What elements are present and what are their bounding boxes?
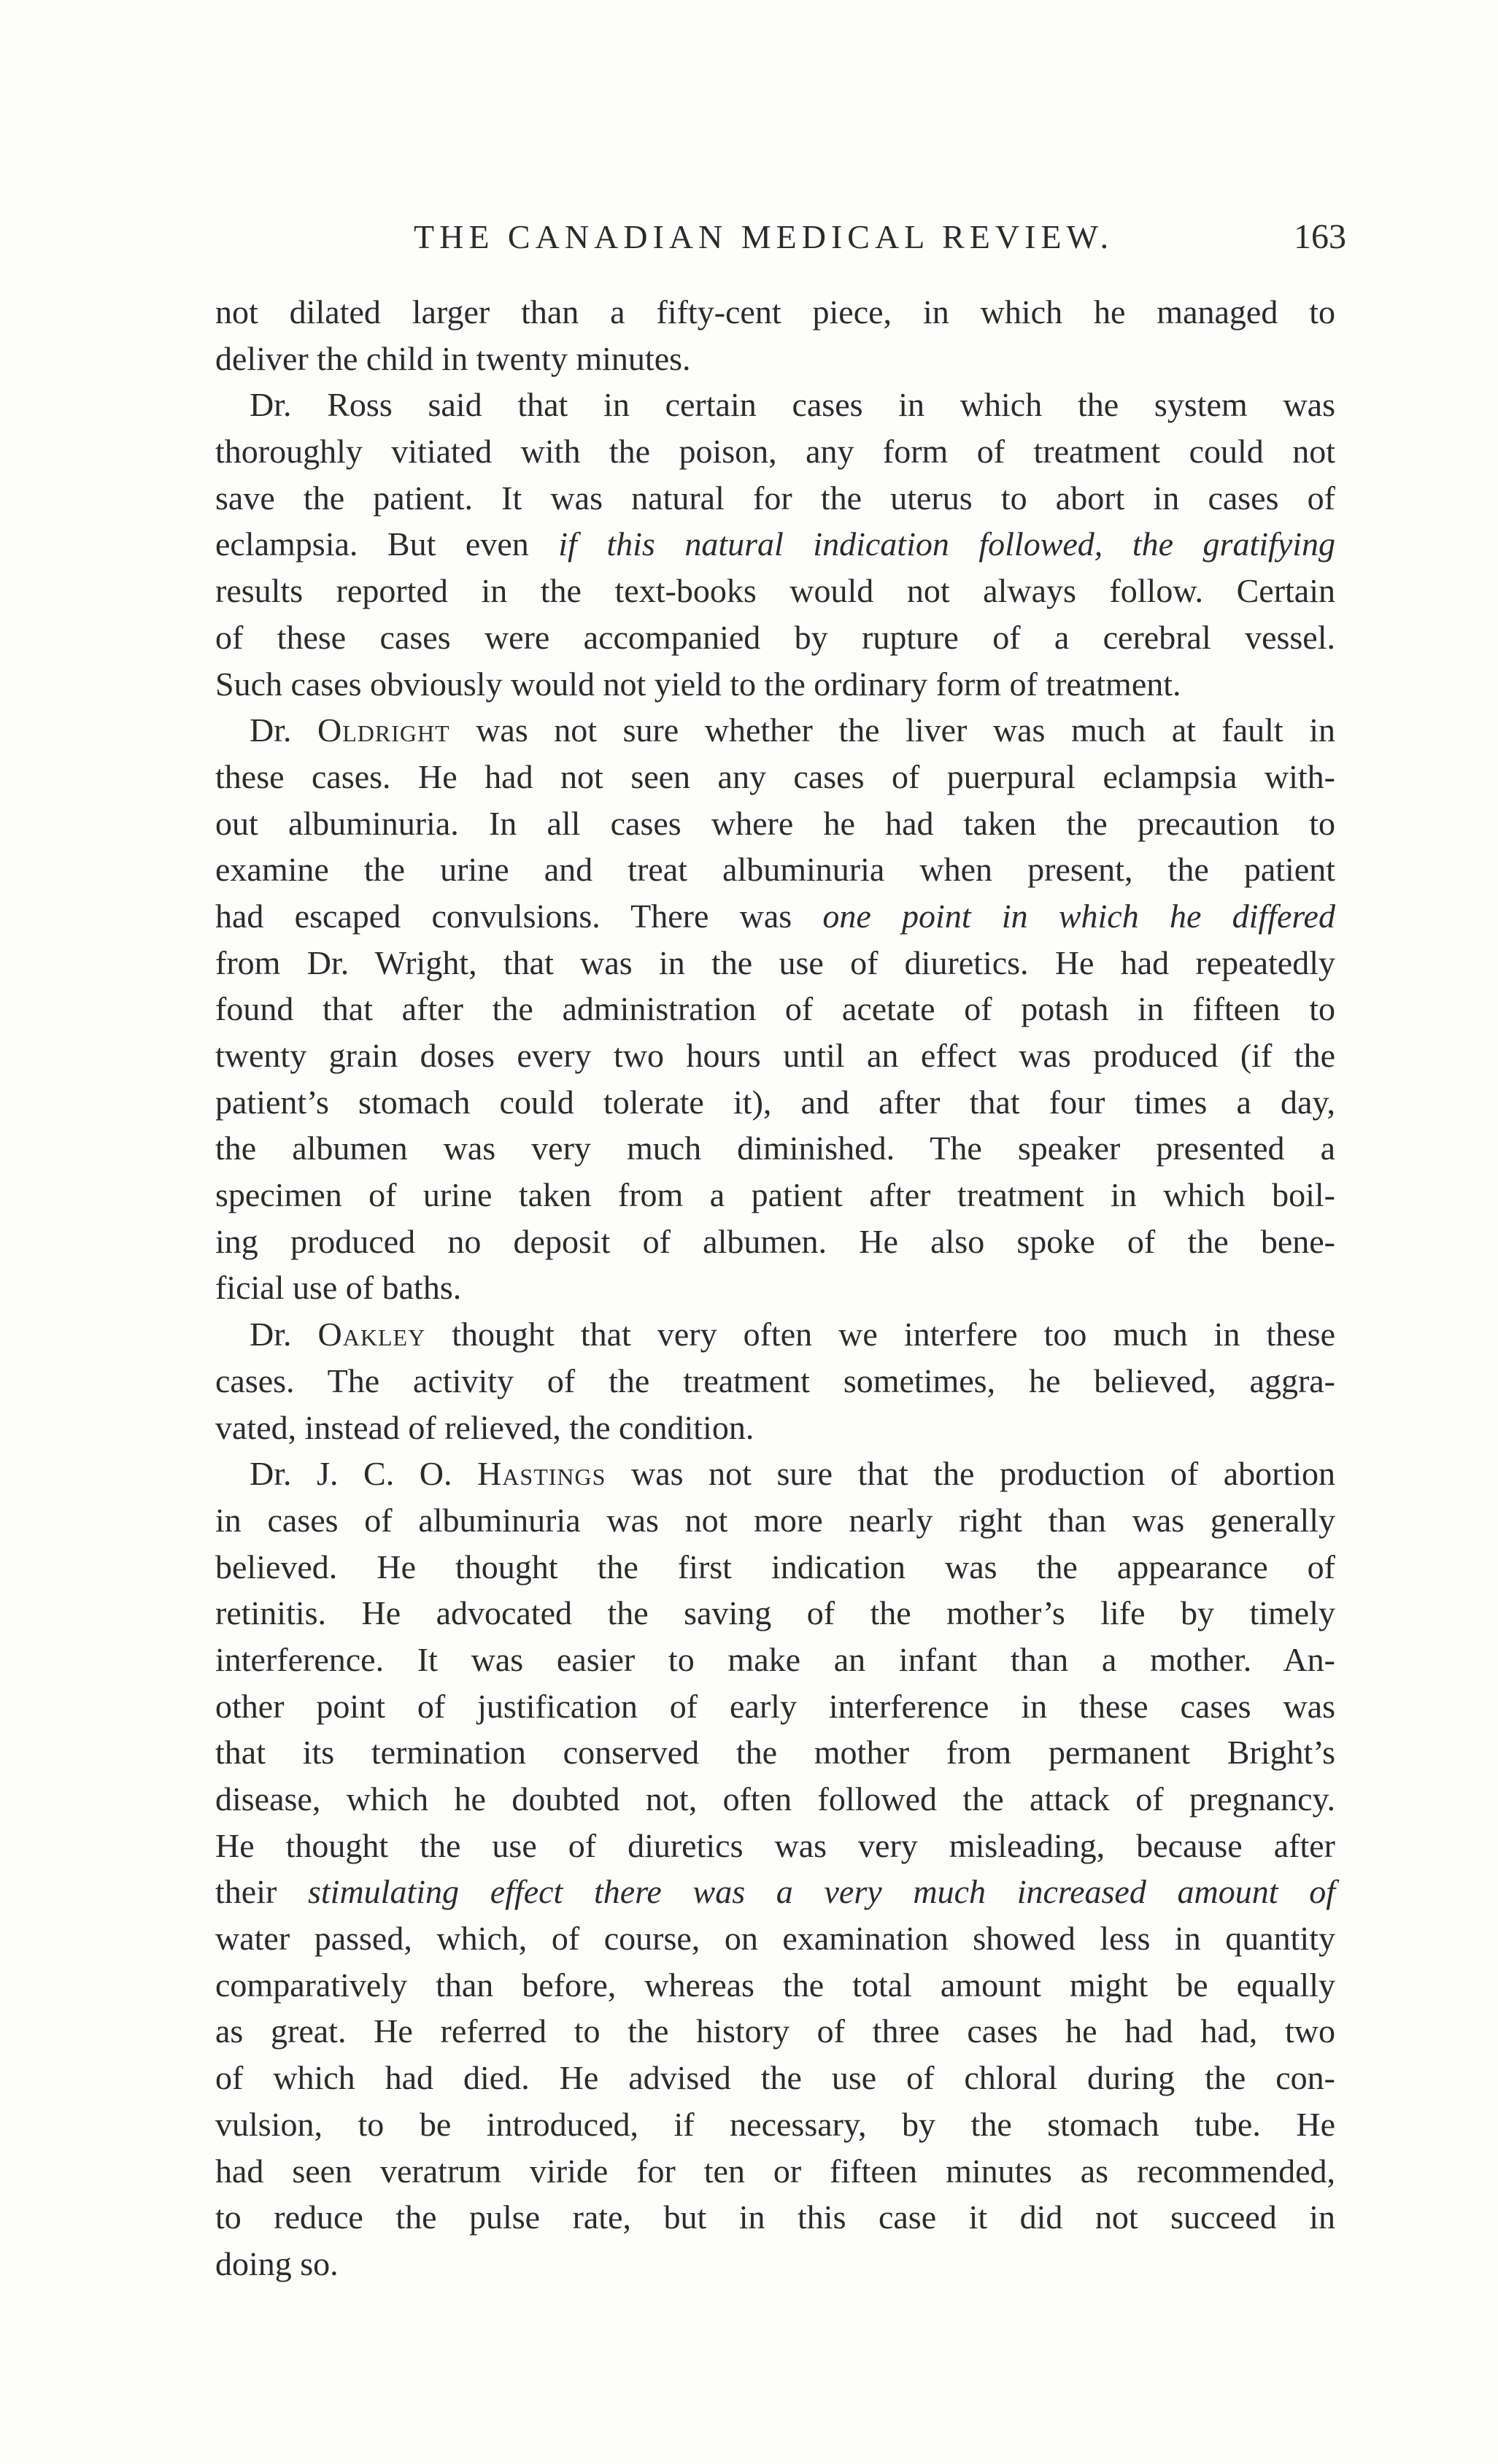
text-line: results reported in the text-books would not always follow. Certain [215, 572, 1335, 610]
text-line: interference. It was easier to make an infant than a mother. An- [215, 1640, 1335, 1678]
text-line: out albuminuria. In all cases where he had taken the precaution to [215, 804, 1335, 842]
text-line: from Dr. Wright, that was in the use of diuretics. He had repeatedly [215, 943, 1335, 981]
text-run: had escaped convulsions. There was [215, 897, 823, 935]
text-run: was not sure that the production of abortion [606, 1455, 1335, 1493]
text-line: found that after the administration of acetate of potash in fifteen to [215, 990, 1335, 1028]
text-line [215, 1451, 1335, 1497]
text-run: Dr. [250, 1316, 318, 1353]
text-line: Such cases obviously would not yield to the ordinary form of treatment. [215, 665, 1181, 703]
speaker-name: Oakley [317, 1316, 426, 1353]
text-line [215, 893, 1335, 940]
text-line: examine the urine and treat albuminuria when present, the patient [215, 851, 1335, 889]
text-line: water passed, which, of course, on examination showed less in quantity [215, 1920, 1335, 1958]
text-run: thought that very often we interfere too much in these [425, 1316, 1336, 1353]
text-run: eclampsia. But even [215, 525, 559, 563]
text-line: as great. He referred to the history of three cases he had had, two [215, 2012, 1335, 2050]
text-line: not dilated larger than a fifty-cent piece, in which he managed to [215, 293, 1335, 331]
running-title: THE CANADIAN MEDICAL REVIEW. [414, 218, 1114, 255]
text-line: Dr. Ross said that in certain cases in which the system was [250, 386, 1335, 424]
text-run: Dr. J. C. O. [250, 1455, 478, 1493]
text-line: retinitis. He advocated the saving of the mother’s life by timely [215, 1594, 1335, 1632]
text-run: their [215, 1873, 308, 1911]
text-line: save the patient. It was natural for the uterus to abort in cases of [215, 479, 1335, 517]
text-line: deliver the child in twenty minutes. [215, 339, 691, 377]
text-line: He thought the use of diuretics was very misleading, because after [215, 1826, 1335, 1864]
text-line: to reduce the pulse rate, but in this case it did not succeed in [215, 2198, 1335, 2236]
body-text [215, 289, 1335, 2287]
text-line: cases. The activity of the treatment sometimes, he believed, aggra- [215, 1362, 1335, 1399]
italic-run: stimulating effect there was a very much increased amount of [308, 1873, 1336, 1911]
text-line: vulsion, to be introduced, if necessary, by the stomach tube. He [215, 2105, 1335, 2143]
text-line: believed. He thought the first indication was the appearance of [215, 1548, 1335, 1586]
text-run: was not sure whether the liver was much at fault in [449, 711, 1336, 749]
text-line: ing produced no deposit of albumen. He also spoke of the bene- [215, 1222, 1335, 1260]
text-line: patient’s stomach could tolerate it), and after that four times a day, [215, 1083, 1335, 1121]
text-line [215, 1869, 1335, 1915]
text-line: had seen veratrum viride for ten or fifteen minutes as recommended, [215, 2152, 1335, 2190]
text-line: disease, which he doubted not, often followed the attack of pregnancy. [215, 1780, 1335, 1818]
text-line: ficial use of baths. [215, 1269, 462, 1307]
text-line: in cases of albuminuria was not more nearly right than was generally [215, 1501, 1335, 1539]
italic-run: if this natural indication followed, the gratifying [558, 525, 1335, 563]
text-line [215, 1311, 1335, 1358]
text-line: other point of justification of early interference in these cases was [215, 1687, 1335, 1725]
page-number: 163 [1294, 217, 1346, 256]
text-line: thoroughly vitiated with the poison, any form of treatment could not [215, 433, 1335, 471]
speaker-name: Hastings [477, 1455, 606, 1493]
text-line [215, 707, 1335, 754]
speaker-name: Oldright [317, 711, 450, 749]
text-run: Dr. [250, 711, 318, 749]
text-line: that its termination conserved the mother from permanent Bright’s [215, 1734, 1335, 1772]
text-line [215, 521, 1335, 568]
text-line: the albumen was very much diminished. The speaker presented a [215, 1129, 1335, 1167]
text-line: these cases. He had not seen any cases of puerpural eclampsia with- [215, 757, 1335, 795]
text-line: of these cases were accompanied by rupture of a cerebral vessel. [215, 618, 1335, 656]
text-line: comparatively than before, whereas the total amount might be equally [215, 1966, 1335, 2004]
text-line: twenty grain doses every two hours until an effect was produced (if the [215, 1037, 1335, 1074]
text-line: doing so. [215, 2244, 339, 2282]
text-line: specimen of urine taken from a patient after treatment in which boil- [215, 1176, 1335, 1214]
italic-run: one point in which he differed [822, 897, 1335, 935]
text-line: of which had died. He advised the use of chloral during the con- [215, 2059, 1335, 2097]
text-line: vated, instead of relieved, the condition. [215, 1408, 754, 1446]
